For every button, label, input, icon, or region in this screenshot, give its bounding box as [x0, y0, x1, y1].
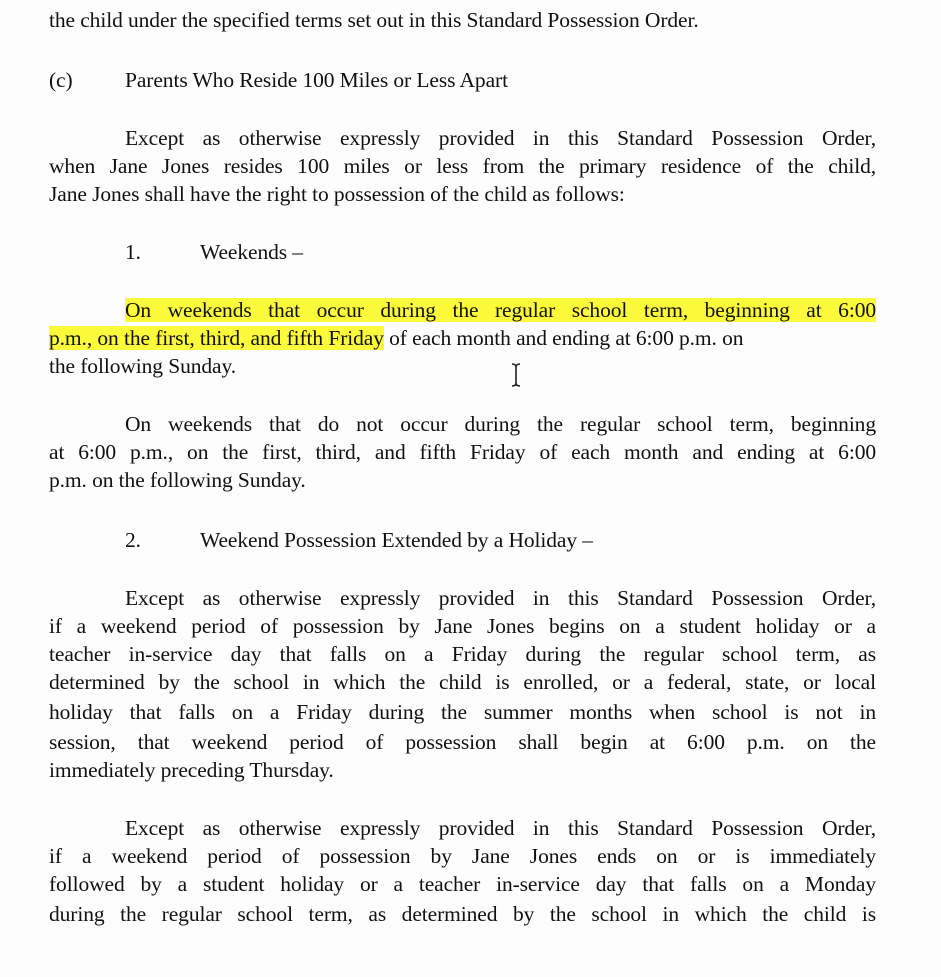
text-line: Except as otherwise expressly provided in this Standard Possession Order, [125, 816, 876, 840]
text-line: session, that weekend period of possession shall begin at 6:00 p.m. on the [49, 730, 876, 754]
text-line: teacher in-service day that falls on a Friday during the regular school term, as [49, 642, 876, 666]
subsection-heading: Weekend Possession Extended by a Holiday – [200, 528, 593, 552]
list-number: 1. [125, 240, 141, 264]
text-line: On weekends that do not occur during the regular school term, beginning [125, 412, 876, 436]
text-line: if a weekend period of possession by Jane Jones begins on a student holiday or a [49, 614, 876, 638]
text-line: followed by a student holiday or a teacher in-service day that falls on a Monday [49, 872, 876, 896]
text-line: when Jane Jones resides 100 miles or less from the primary residence of the child, [49, 154, 876, 178]
text-line: the child under the specified terms set out in this Standard Possession Order. [49, 8, 699, 32]
text-line: determined by the school in which the child is enrolled, or a federal, state, or local [49, 670, 876, 694]
text-line: if a weekend period of possession by Jane Jones ends on or is immediately [49, 844, 876, 868]
text-cursor-icon [509, 362, 523, 388]
text-line: Except as otherwise expressly provided in this Standard Possession Order, [125, 586, 876, 610]
text-line: holiday that falls on a Friday during the summer months when school is not in [49, 700, 876, 724]
text-span: of each month and ending at 6:00 p.m. on [383, 326, 744, 350]
text-line: the following Sunday. [49, 354, 237, 378]
text-line: immediately preceding Thursday. [49, 758, 334, 782]
highlight: On weekends that occur during the regular school term, beginning at 6:00 [125, 298, 876, 322]
text-line [49, 324, 743, 352]
highlight: p.m., on the first, third, and fifth Friday [49, 326, 384, 350]
subsection-heading: Weekends – [200, 240, 303, 264]
text-line: during the regular school term, as determined by the school in which the child is [49, 902, 876, 926]
section-label: (c) [49, 68, 73, 92]
highlighted-text [125, 296, 876, 324]
section-heading: Parents Who Reside 100 Miles or Less Apart [125, 68, 508, 92]
text-line: at 6:00 p.m., on the first, third, and fifth Friday of each month and ending at 6:00 [49, 440, 876, 464]
text-line: p.m. on the following Sunday. [49, 468, 306, 492]
text-line: Jane Jones shall have the right to possession of the child as follows: [49, 182, 625, 206]
text-line: Except as otherwise expressly provided in this Standard Possession Order, [125, 126, 876, 150]
list-number: 2. [125, 528, 141, 552]
